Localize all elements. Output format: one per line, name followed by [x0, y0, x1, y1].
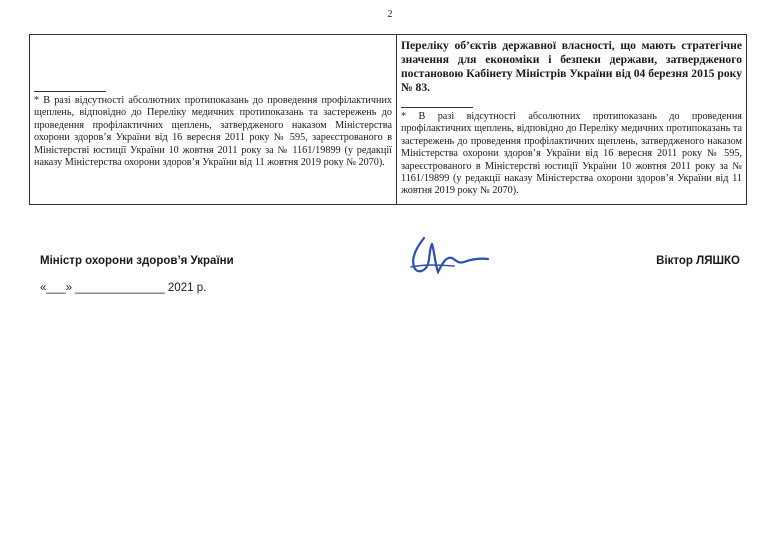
left-cell: [30, 35, 397, 205]
signature-icon: [408, 234, 492, 276]
right-cell: [397, 35, 747, 205]
right-heading: Переліку об’єктів державної власності, що мають стратегічне значення для економіки і безпеки держави, затвердженого постановою Кабінету Міністрів України від 04 березня 2015 року № 83.: [401, 39, 742, 94]
right-footnote: * В разі відсутності абсолютних протипоказань до проведення профілактичних щеплень, відповідно до Переліку медичних протипоказань та застережень до проведення профілактичних щеплень, затвердженого наказом Міністерства охорони здоров’я України від 16 вересня 2011 року № 595, зареєстрованого в Міністерстві юстиції України 10 жовтня 2011 року за № 1161/19899 (у редакції наказу Міністерства охорони здоров’я України від 11 жовтня 2019 року № 2070).: [401, 111, 742, 197]
page-number: 2: [387, 9, 393, 20]
minister-name: Віктор ЛЯШКО: [656, 255, 740, 267]
footnote-divider-left: [34, 91, 106, 92]
minister-title: Міністр охорони здоров’я України: [40, 255, 234, 267]
document-table: [29, 34, 747, 205]
table-row: [30, 35, 747, 205]
date-line: «___» ______________ 2021 р.: [40, 282, 207, 294]
left-cell-spacer: [34, 39, 392, 91]
left-footnote: * В разі відсутності абсолютних протипоказань до проведення профілактичних щеплень, відповідно до Переліку медичних протипоказань та застережень до проведення профілактичних щеплень, затвердженого наказом Міністерства охорони здоров’я України від 16 вересня 2011 року № 595, зареєстрованого в Міністерстві юстиції України 10 жовтня 2011 року за № 1161/19899 (у редакції наказу Міністерства охорони здоров’я України від 11 жовтня 2019 року № 2070).: [34, 95, 392, 169]
footnote-divider-right: [401, 107, 473, 108]
right-cell-spacer: [401, 95, 742, 107]
